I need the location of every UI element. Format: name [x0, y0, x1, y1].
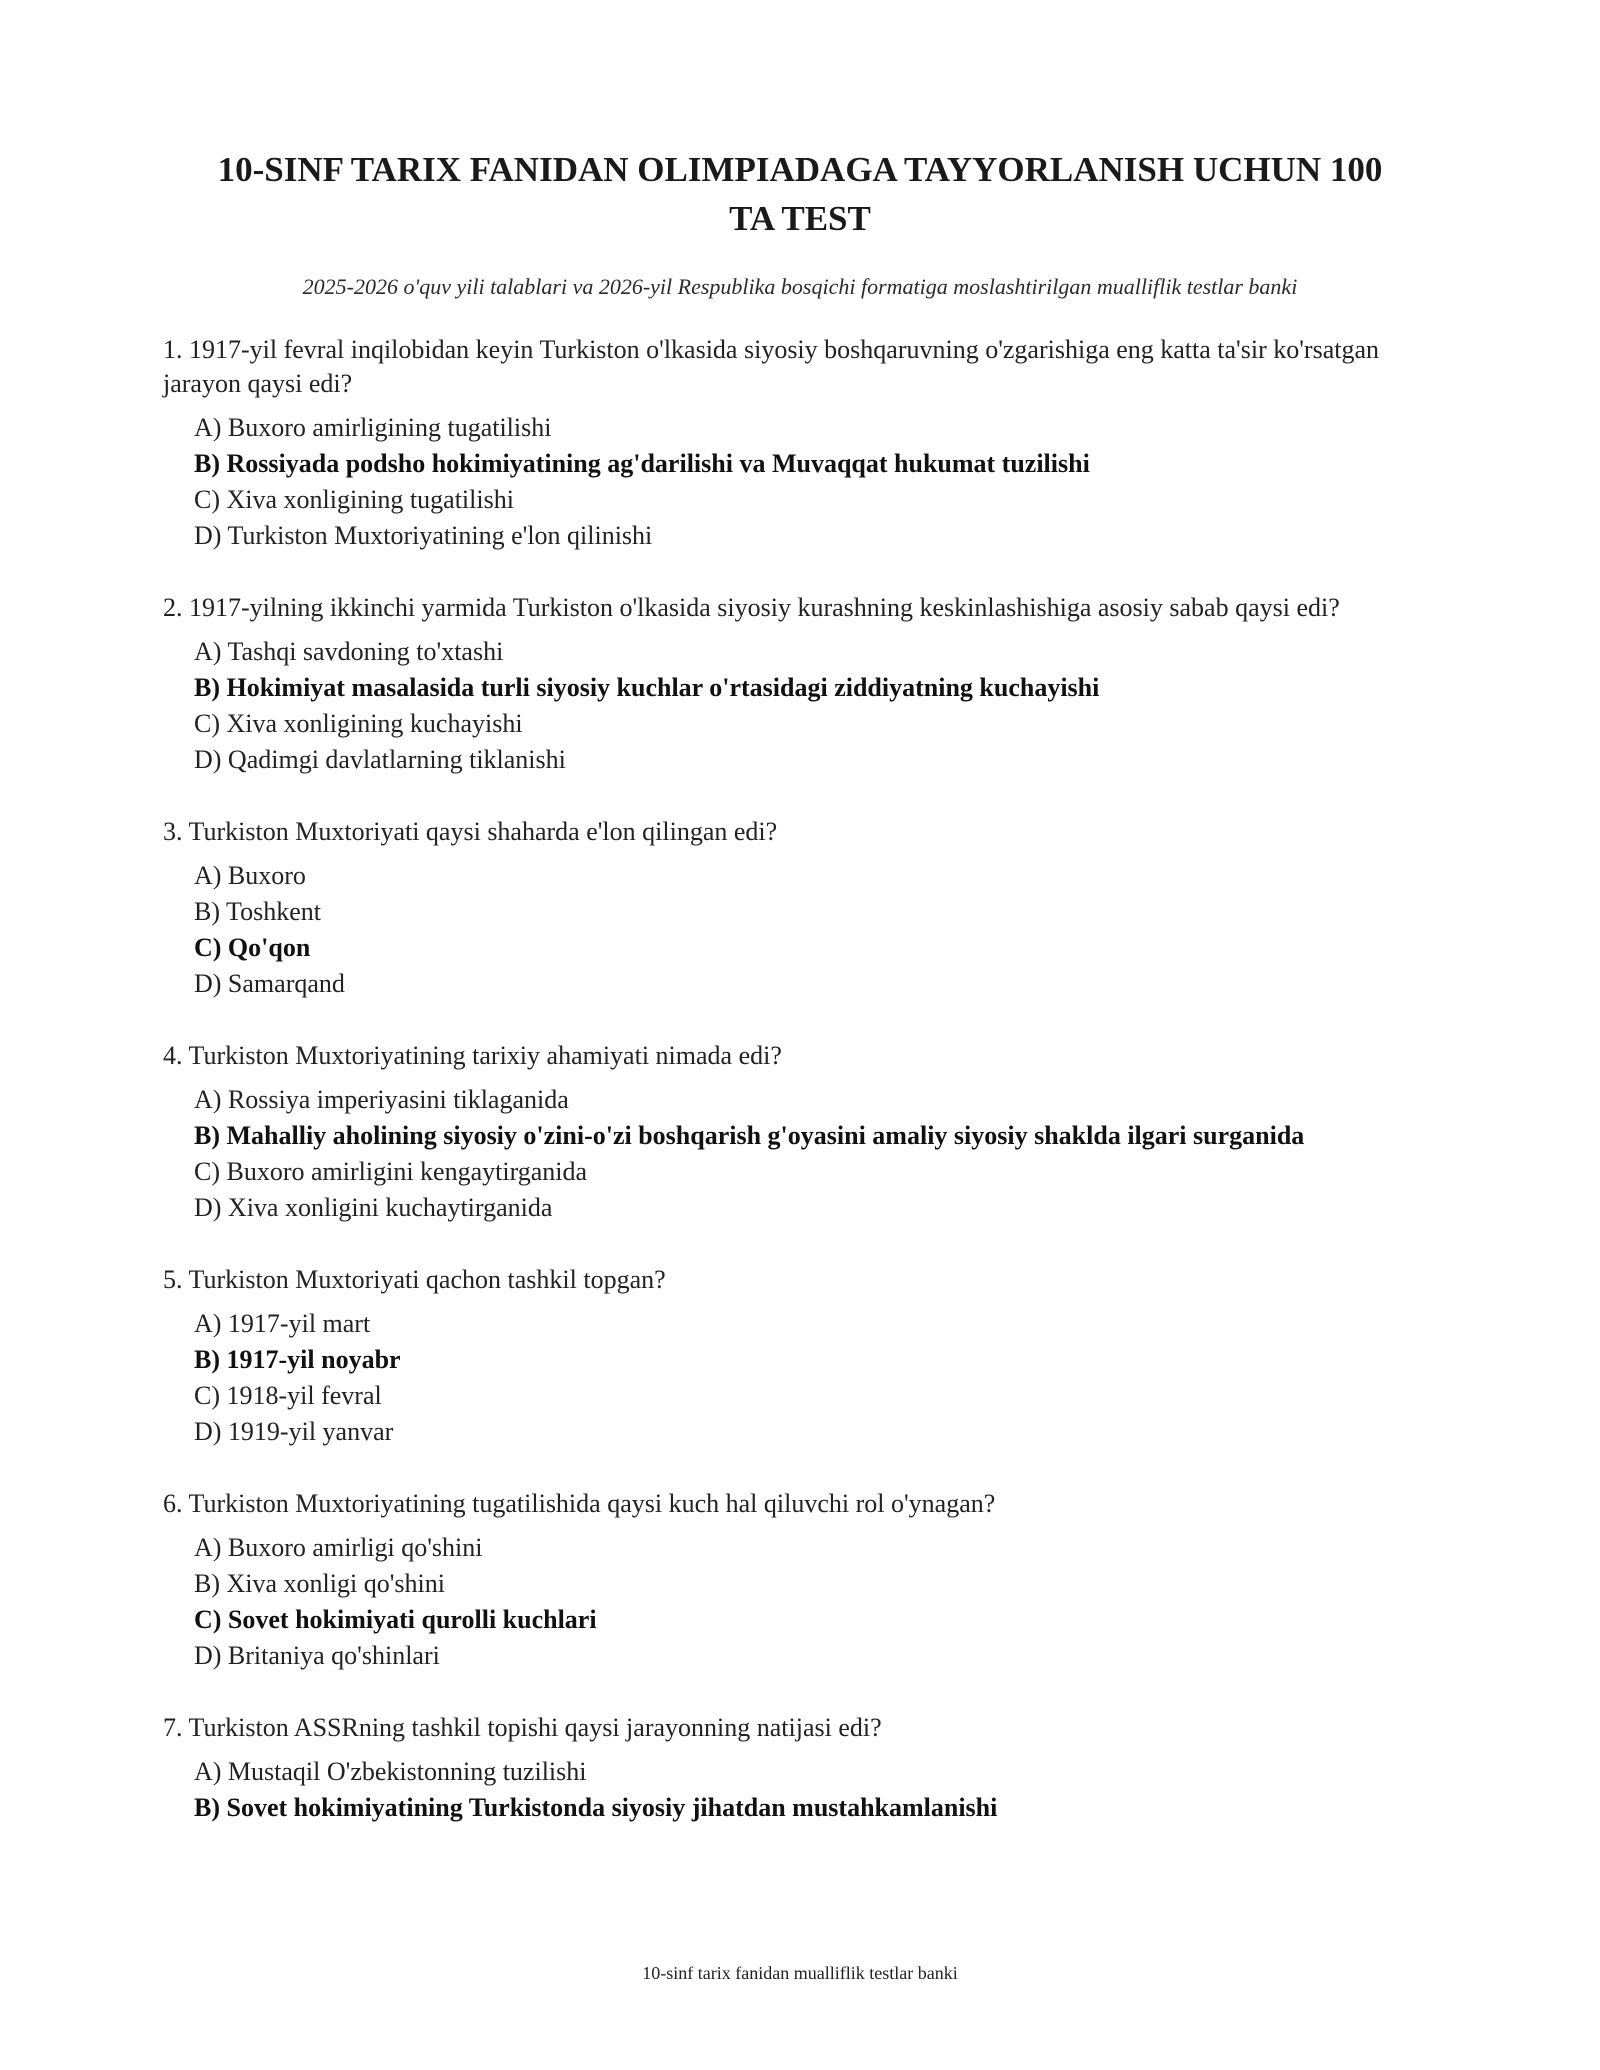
answer-option: D) Qadimgi davlatlarning tiklanishi — [194, 745, 566, 774]
answer-option-correct: B) Rossiyada podsho hokimiyatining ag'darilishi va Muvaqqat hukumat tuzilishi — [194, 449, 1090, 478]
answer-option: D) Samarqand — [194, 969, 345, 998]
question-item — [163, 815, 1443, 1002]
answer-option: D) Xiva xonligini kuchaytirganida — [194, 1193, 553, 1222]
question-text — [163, 333, 1443, 401]
question-number: 4. — [163, 1041, 183, 1070]
answer-option: A) Buxoro — [194, 861, 306, 890]
answer-option: A) Buxoro amirligining tugatilishi — [194, 413, 552, 442]
answer-option: C) Xiva xonligining tugatilishi — [194, 485, 514, 514]
question-text — [163, 1039, 1443, 1073]
answer-option: D) Britaniya qo'shinlari — [194, 1641, 440, 1670]
question-body: Turkiston Muxtoriyatining tarixiy ahamiyati nimada edi? — [188, 1041, 782, 1070]
question-number: 7. — [163, 1713, 183, 1742]
question-body: Turkiston ASSRning tashkil topishi qaysi jarayonning natijasi edi? — [188, 1713, 882, 1742]
question-text — [163, 1711, 1443, 1745]
answer-option-correct: C) Qo'qon — [194, 933, 311, 962]
answer-option-correct: B) Hokimiyat masalasida turli siyosiy kuchlar o'rtasidagi ziddiyatning kuchayishi — [194, 673, 1100, 702]
answer-option: B) Xiva xonligi qo'shini — [194, 1569, 445, 1598]
question-text — [163, 591, 1443, 625]
answer-option: A) 1917-yil mart — [194, 1309, 371, 1338]
answer-option: B) Toshkent — [194, 897, 321, 926]
question-number: 3. — [163, 817, 183, 846]
question-body: 1917-yil fevral inqilobidan keyin Turkiston o'lkasida siyosiy boshqaruvning o'zgarishiga eng katta ta'sir ko'rsatgan jarayon qaysi edi? — [163, 335, 1380, 398]
answer-options — [163, 858, 1443, 1002]
answer-options — [163, 410, 1443, 554]
answer-option: C) 1918-yil fevral — [194, 1381, 382, 1410]
document-title — [160, 145, 1440, 243]
question-body: 1917-yilning ikkinchi yarmida Turkiston o'lkasida siyosiy kurashning keskinlashishiga asosiy sabab qaysi edi? — [189, 593, 1340, 622]
question-item — [163, 1039, 1443, 1226]
answer-option: A) Buxoro amirligi qo'shini — [194, 1533, 483, 1562]
answer-options — [163, 1306, 1443, 1450]
document-subtitle: 2025-2026 o'quv yili talablari va 2026-yil Respublika bosqichi formatiga moslashtirilgan mualliflik testlar banki — [302, 274, 1298, 299]
question-body: Turkiston Muxtoriyati qaysi shaharda e'lon qilingan edi? — [188, 817, 778, 846]
answer-option: C) Buxoro amirligini kengaytirganida — [194, 1157, 588, 1186]
answer-option-correct: B) 1917-yil noyabr — [194, 1345, 401, 1374]
question-item — [163, 1711, 1443, 1826]
question-text — [163, 1263, 1443, 1297]
answer-option-correct: B) Sovet hokimiyatining Turkistonda siyosiy jihatdan mustahkamlanishi — [194, 1793, 998, 1822]
question-number: 5. — [163, 1265, 183, 1294]
title-line-1: 10-SINF TARIX FANIDAN OLIMPIADAGA TAYYORLANISH UCHUN 100 — [217, 150, 1383, 189]
page-footer: 10-sinf tarix fanidan mualliflik testlar banki — [642, 1963, 958, 1983]
answer-option: C) Xiva xonligining kuchayishi — [194, 709, 523, 738]
answer-option-correct: C) Sovet hokimiyati qurolli kuchlari — [194, 1605, 597, 1634]
answer-option: D) Turkiston Muxtoriyatining e'lon qilinishi — [194, 521, 653, 550]
question-number: 1. — [163, 335, 183, 364]
title-line-2: TA TEST — [729, 199, 871, 238]
question-body: Turkiston Muxtoriyatining tugatilishida qaysi kuch hal qiluvchi rol o'ynagan? — [188, 1489, 996, 1518]
question-body: Turkiston Muxtoriyati qachon tashkil topgan? — [188, 1265, 666, 1294]
answer-options — [163, 1082, 1443, 1226]
answer-option: A) Tashqi savdoning to'xtashi — [194, 637, 504, 666]
answer-option: D) 1919-yil yanvar — [194, 1417, 394, 1446]
answer-options — [163, 634, 1443, 778]
question-item — [163, 1487, 1443, 1674]
answer-option: A) Mustaqil O'zbekistonning tuzilishi — [194, 1757, 587, 1786]
question-item — [163, 591, 1443, 778]
question-number: 6. — [163, 1489, 183, 1518]
answer-options — [163, 1530, 1443, 1674]
answer-option-correct: B) Mahalliy aholining siyosiy o'zini-o'zi boshqarish g'oyasini amaliy siyosiy shaklda ilgari surganida — [194, 1121, 1305, 1150]
question-item — [163, 1263, 1443, 1450]
answer-options — [163, 1754, 1443, 1826]
question-number: 2. — [163, 593, 183, 622]
question-item — [163, 333, 1443, 554]
answer-option: A) Rossiya imperiyasini tiklaganida — [194, 1085, 569, 1114]
question-text — [163, 1487, 1443, 1521]
question-text — [163, 815, 1443, 849]
question-list — [163, 333, 1443, 1863]
